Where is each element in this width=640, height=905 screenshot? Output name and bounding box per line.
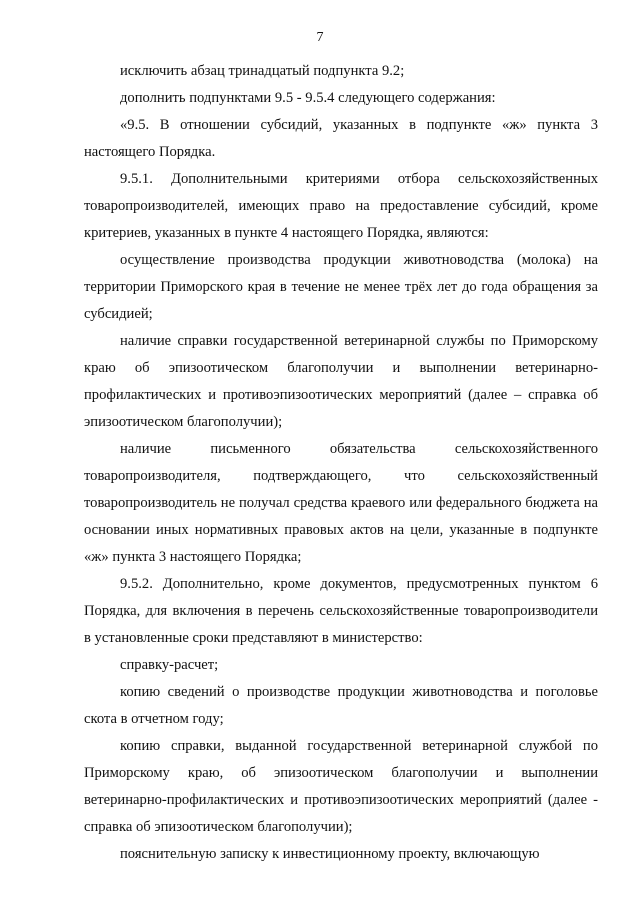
paragraph-vet-certificate: наличие справки государственной ветеринарной службы по Приморскому краю об эпизоотическом благополучии и выполнении ветеринарно-профилактических и противоэпизоотических мероприятий (далее – справка об эпизоотическом благополучии); [84,333,598,430]
paragraph-9-5: «9.5. В отношении субсидий, указанных в подпункте «ж» пункта 3 настоящего Порядка. [84,117,598,160]
paragraph-explanatory-note: пояснительную записку к инвестиционному проекту, включающую [120,846,540,862]
paragraph-exclude-clause: исключить абзац тринадцатый подпункта 9.2; [120,63,405,79]
page-number: 7 [316,30,324,45]
paragraph-calculation-certificate: справку-расчет; [120,657,219,673]
document-body [84,58,598,868]
paragraph-milk-production: осуществление производства продукции животноводства (молока) на территории Приморского края в течение не менее трёх лет до года обращения за субсидией; [84,252,598,322]
paragraph-add-subclauses: дополнить подпунктами 9.5 - 9.5.4 следующего содержания: [120,90,496,106]
paragraph-production-info: копию сведений о производстве продукции животноводства и поголовье скота в отчетном году; [84,684,598,727]
paragraph-9-5-2: 9.5.2. Дополнительно, кроме документов, предусмотренных пунктом 6 Порядка, для включения в перечень сельскохозяйственные товаропроизводители в установленные сроки представляют в министерство: [84,576,598,646]
paragraph-vet-certificate-copy: копию справки, выданной государственной ветеринарной службой по Приморскому краю, об эпизоотическом благополучии и выполнении ветеринарно-профилактических и противоэпизоотических мероприятий (далее - справка об эпизоотическом благополучии); [84,738,598,835]
paragraph-written-obligation: наличие письменного обязательства сельскохозяйственного товаропроизводителя, подтверждающего, что сельскохозяйственный товаропроизводитель не получал средства краевого или федерального бюджета на основании иных нормативных правовых актов на цели, указанные в подпункте «ж» пункта 3 настоящего Порядка; [84,441,598,565]
paragraph-9-5-1: 9.5.1. Дополнительными критериями отбора сельскохозяйственных товаропроизводителей, имеющих право на предоставление субсидий, кроме критериев, указанных в пункте 4 настоящего Порядка, являются: [84,171,598,241]
